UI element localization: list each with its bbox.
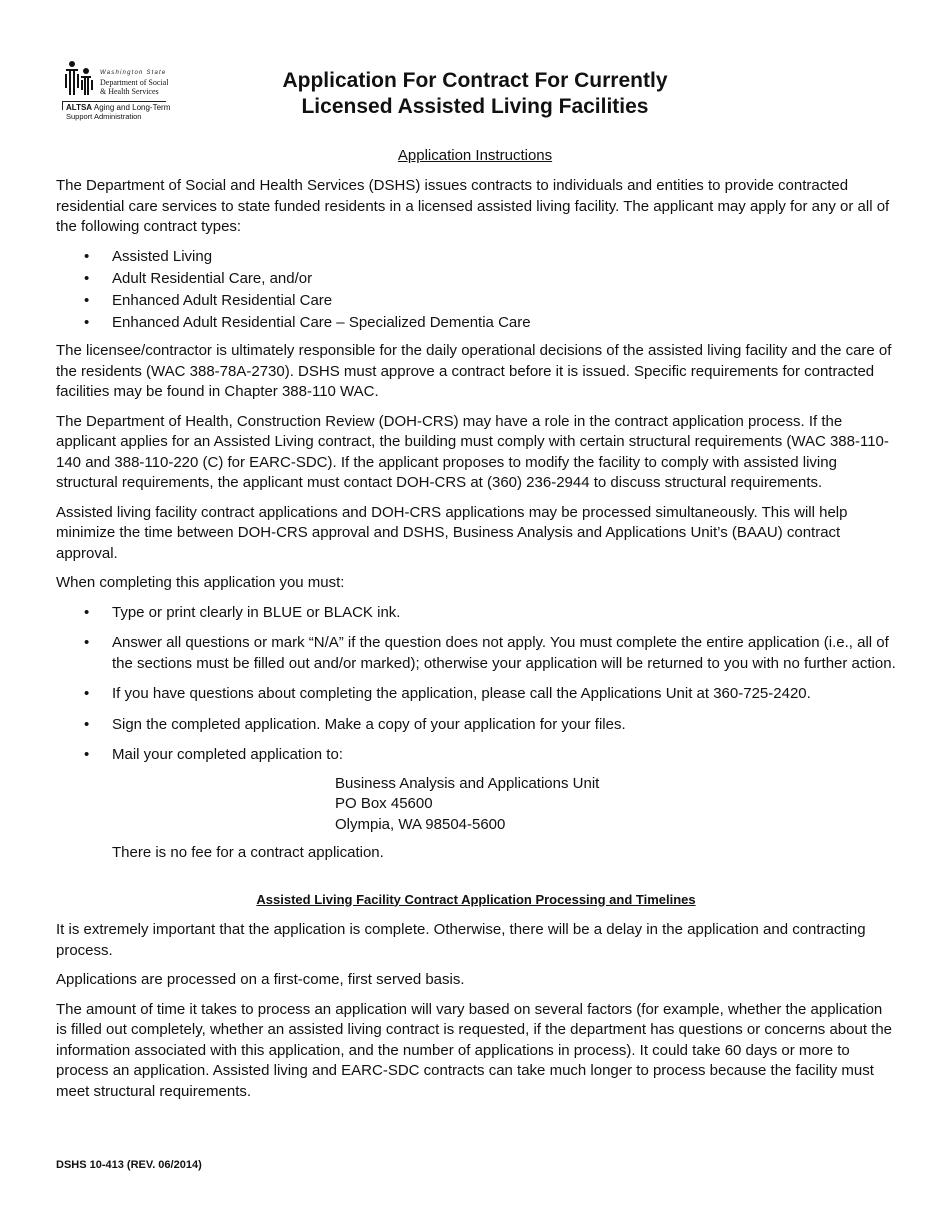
- requirements-list: [56, 603, 896, 766]
- intro-paragraph: The Department of Social and Health Services (DSHS) issues contracts to individuals and entities to provide contracted residential care services to state funded residents in a licensed assisted living facility. The applicant may apply for any or all of the following contract types:: [56, 177, 890, 235]
- list-item: • Sign the completed application. Make a copy of your application for your files.: [56, 715, 896, 736]
- dshs-figure-icon: [62, 60, 96, 98]
- processing-heading: Assisted Living Facility Contract Application Processing and Timelines: [256, 891, 696, 907]
- list-item: • Mail your completed application to:: [56, 745, 896, 766]
- no-fee-note: There is no fee for a contract application.: [112, 844, 384, 861]
- doh-paragraph: The Department of Health, Construction Review (DOH-CRS) may have a role in the contract application process. If the applicant applies for an Assisted Living contract, the building must comply with certain structural requirements (WAC 388-110-140 and 388-110-220 (C) for EARC-SDC). If the applicant proposes to modify the facility to comply with assisted living structural requirements, the applicant must contact DOH-CRS at (360) 236-2944 to discuss structural requirements.: [56, 412, 889, 491]
- list-item: • If you have questions about completing the application, please call the Applications Unit at 360-725-2420.: [56, 684, 896, 705]
- list-item: • Type or print clearly in BLUE or BLACK ink.: [56, 603, 896, 624]
- processing-paragraph: Applications are processed on a first-come, first served basis.: [56, 971, 465, 988]
- processing-paragraph: It is extremely important that the application is complete. Otherwise, there will be a delay in the application and contracting process.: [56, 921, 866, 959]
- instructions-heading: Application Instructions: [397, 147, 553, 164]
- when-completing-paragraph: When completing this application you must:: [56, 574, 345, 591]
- mailing-address: Business Analysis and Applications Unit PO Box 45600 Olympia, WA 98504-5600: [335, 774, 600, 833]
- logo-department: Department of Social & Health Services: [100, 78, 169, 96]
- licensee-paragraph: The licensee/contractor is ultimately responsible for the daily operational decisions of the assisted living facility and the care of the residents (WAC 388-78A-2730). DSHS must approve a contract before it is issued. Specific requirements for contracted facilities may be found in Chapter 388-110 WAC.: [56, 342, 892, 400]
- page-title: Application For Contract For Currently Licensed Assisted Living Facilities: [282, 69, 668, 118]
- logo-altsa: ALTSA Aging and Long-Term: [66, 103, 171, 112]
- list-item: • Assisted Living: [56, 247, 896, 268]
- document-body: [56, 176, 896, 1111]
- list-item: • Enhanced Adult Residential Care – Specialized Dementia Care: [56, 313, 896, 334]
- logo-support-admin: Support Administration: [66, 112, 142, 121]
- list-item: • Adult Residential Care, and/or: [56, 269, 896, 290]
- form-number-footer: DSHS 10-413 (REV. 06/2014): [56, 1159, 202, 1171]
- list-item: • Enhanced Adult Residential Care: [56, 291, 896, 312]
- dshs-altsa-logo: [60, 58, 170, 128]
- logo-state: Washington State: [100, 70, 167, 76]
- processing-paragraph: The amount of time it takes to process an application will vary based on several factors (for example, whether the application is filled out completely, whether an assisted living contract is requested, if the department has questions or concerns about the information associated with this application, and the number of applications in process). It could take 60 days or more to process an application. Assisted living and EARC-SDC contracts can take much longer to process because the facility must meet structural requirements.: [56, 1000, 893, 1100]
- list-item: • Answer all questions or mark “N/A” if the question does not apply. You must complete the entire application (i.e., all of the sections must be filled out and/or marked); otherwise your application will be returned to you with no further action.: [56, 633, 896, 674]
- simultaneous-paragraph: Assisted living facility contract applications and DOH-CRS applications may be processed simultaneously. This will help minimize the time between DOH-CRS approval and DSHS, Business Analysis and Applications Unit’s (BAAU) contract approval.: [56, 503, 848, 562]
- contract-types-list: [56, 247, 896, 334]
